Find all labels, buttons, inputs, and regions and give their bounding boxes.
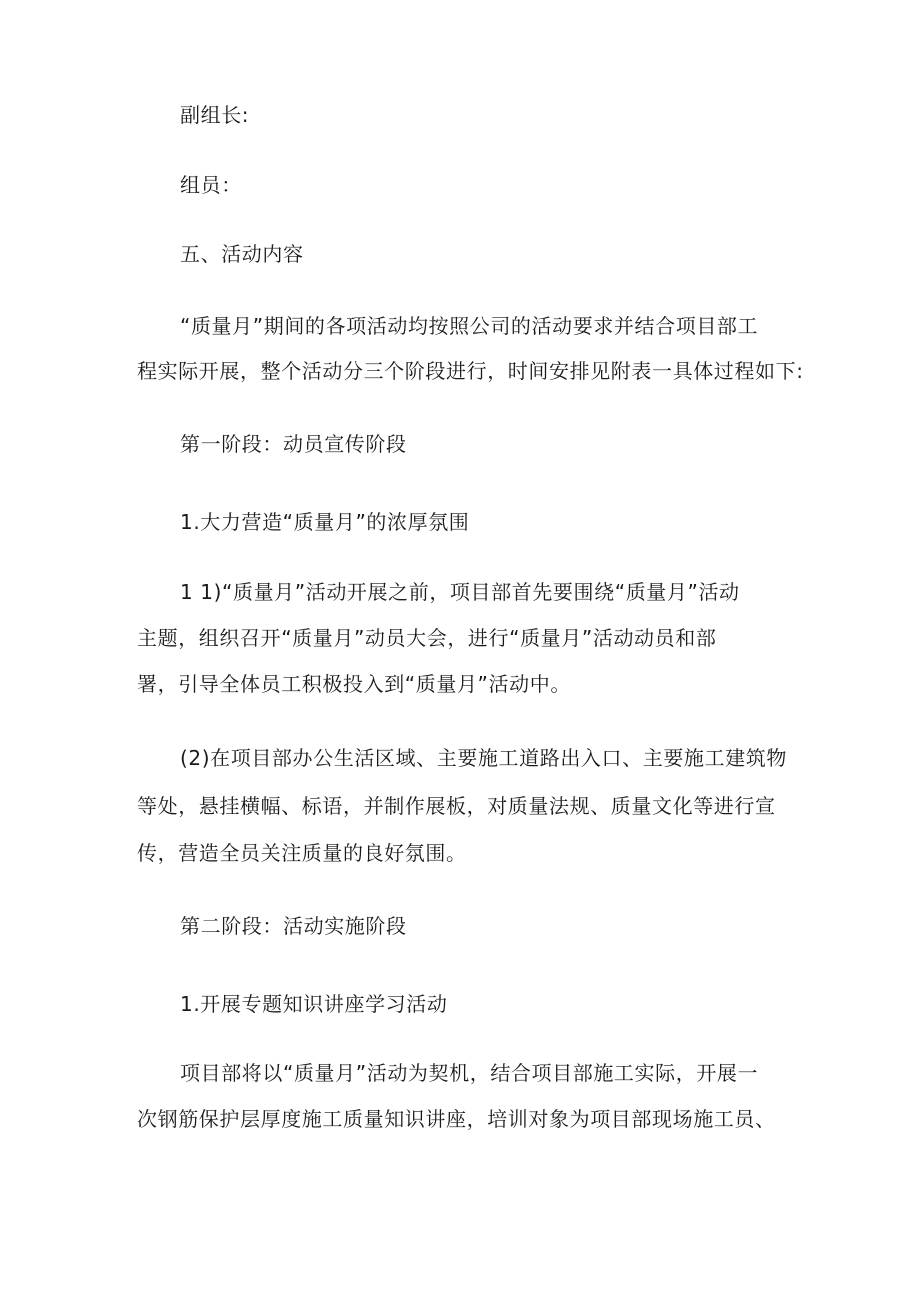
- stage-one-item-1-title: 1.大力营造“质量月”的浓厚氛围: [180, 510, 470, 534]
- stage-one-item-1-para-2-line-2: 等处，悬挂横幅、标语，并制作展板，对质量法规、质量文化等进行宣: [137, 794, 776, 818]
- stage-two-item-1-para-line-1: 项目部将以“质量月”活动为契机，结合项目部施工实际，开展一: [180, 1061, 759, 1085]
- stage-two-item-1-title: 1.开展专题知识讲座学习活动: [180, 992, 448, 1016]
- stage-one-item-1-para-1-line-1: 1 1)“质量月”活动开展之前，项目部首先要围绕“质量月”活动: [180, 580, 740, 604]
- paragraph-intro-line-1: “质量月”期间的各项活动均按照公司的活动要求并结合项目部工: [180, 314, 759, 338]
- stage-one-item-1-para-2-line-3: 传，营造全员关注质量的良好氛围。: [137, 841, 467, 865]
- deputy-leader-label: 副组长:: [180, 103, 250, 127]
- stage-two-item-1-para-line-2: 次钢筋保护层厚度施工质量知识讲座，培训对象为项目部现场施工员、: [137, 1107, 776, 1131]
- stage-one-heading: 第一阶段：动员宣传阶段: [180, 432, 407, 456]
- paragraph-intro-line-2: 程实际开展，整个活动分三个阶段进行，时间安排见附表一具体过程如下:: [137, 359, 804, 383]
- stage-one-item-1-para-1-line-3: 署，引导全体员工积极投入到“质量月”活动中。: [137, 672, 571, 696]
- members-label: 组员：: [180, 173, 242, 197]
- section-heading-activity-content: 五、活动内容: [180, 242, 304, 266]
- stage-two-heading: 第二阶段：活动实施阶段: [180, 914, 407, 938]
- stage-one-item-1-para-1-line-2: 主题，组织召开“质量月”动员大会，进行“质量月”活动动员和部: [137, 626, 717, 650]
- stage-one-item-1-para-2-line-1: (2)在项目部办公生活区域、主要施工道路出入口、主要施工建筑物: [180, 746, 787, 770]
